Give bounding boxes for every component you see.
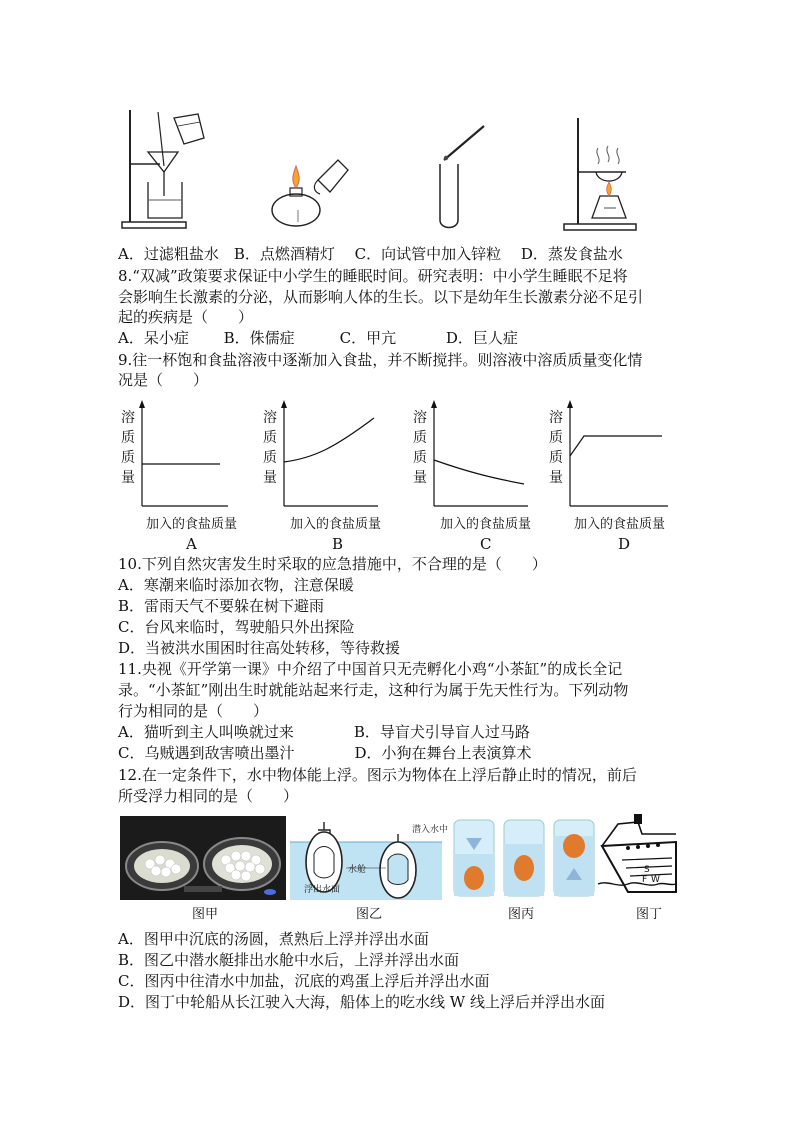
graph-c-xlabel: 加入的食盐质量: [440, 517, 532, 532]
figure-yi-submarine: [290, 814, 449, 900]
graph-a-ylabel: 溶 质 质 量: [121, 410, 135, 486]
graph-b-axes: [278, 400, 382, 510]
graph-d-letter: D: [618, 535, 631, 553]
graph-d-axes: [564, 400, 672, 510]
graph-c-letter: C: [480, 535, 492, 553]
q10-option-b: B．雷雨天气不要躲在树下避雨: [118, 597, 325, 615]
q8-stem-3: 起的疾病是（ ）: [118, 308, 254, 326]
q10-option-a: A．寒潮来临时添加衣物，注意保暖: [118, 576, 354, 594]
q12-stem-2: 所受浮力相同的是（ ）: [118, 787, 299, 805]
q12-stem-1: 12.在一定条件下，水中物体能上浮。图示为物体在上浮后静止时的情况，前后: [118, 766, 637, 784]
figure-ding-ship: [598, 812, 676, 900]
figure-jia-dumpling-pots: [120, 816, 286, 900]
q10-option-c: C．台风来临时，驾驶船只外出探险: [118, 618, 355, 636]
caption-jia: 图甲: [192, 907, 219, 922]
filtration-apparatus-figure: [118, 108, 208, 232]
graph-a-axes: [136, 400, 232, 510]
graph-b-ylabel: 溶 质 质 量: [263, 410, 277, 486]
caption-ding: 图丁: [636, 907, 663, 922]
ship-label-s: S: [644, 865, 650, 875]
q10-option-d: D．当被洪水围困时往高处转移，等待救援: [118, 639, 401, 657]
q11-stem-1: 11.央视《开学第一课》中介绍了中国首只无壳孵化小鸡“小茶缸”的成长全记: [118, 660, 623, 678]
q11-options-ab: A．猫听到主人叫唤就过来 B．导盲犬引导盲人过马路: [118, 723, 530, 741]
q12-option-a: A．图甲中沉底的汤圆，煮熟后上浮并浮出水面: [118, 930, 429, 948]
q8-options: A．呆小症 B．侏儒症 C．甲亢 D．巨人症: [118, 329, 518, 347]
q9-stem-1: 9.往一杯饱和食盐溶液中逐渐加入食盐，并不断搅拌。则溶液中溶质质量变化情: [118, 351, 643, 369]
q11-stem-2: 录。“小茶缸”刚出生时就能站起来行走，这种行为属于先天性行为。下列动物: [118, 681, 629, 699]
test-tube-figure: [434, 124, 490, 232]
q9-stem-2: 况是（ ）: [118, 371, 209, 389]
q10-stem: 10.下列自然灾害发生时采取的应急措施中，不合理的是（ ）: [118, 555, 547, 573]
graph-c-axes: [428, 400, 532, 510]
submarine-label-cabin: 水舱: [348, 865, 367, 875]
evaporation-apparatus-figure: [560, 114, 642, 232]
graph-a-xlabel: 加入的食盐质量: [146, 517, 238, 532]
caption-bing: 图丙: [508, 907, 535, 922]
caption-yi: 图乙: [356, 907, 383, 922]
graph-b-xlabel: 加入的食盐质量: [290, 517, 382, 532]
q12-option-d: D．图丁中轮船从长江驶入大海，船体上的吃水线 W 线上浮后并浮出水面: [118, 993, 605, 1011]
graph-d-ylabel: 溶 质 质 量: [549, 410, 563, 486]
graph-a-letter: A: [186, 535, 197, 553]
graph-d-xlabel: 加入的食盐质量: [574, 517, 666, 532]
figure-bing-eggs: [452, 814, 600, 900]
q11-stem-3: 行为相同的是（ ）: [118, 702, 269, 720]
q8-stem-1: 8.“双减”政策要求保证中小学生的睡眠时间。研究表明：中小学生睡眠不足将: [118, 267, 628, 285]
ship-label-f: F: [642, 875, 648, 885]
ship-label-w: W: [651, 875, 660, 885]
submarine-label-submerge: 潜入水中: [412, 825, 449, 835]
q12-option-c: C．图丙中往清水中加盐，沉底的鸡蛋上浮后并浮出水面: [118, 972, 490, 990]
submarine-label-surface: 浮出水面: [304, 885, 341, 895]
q8-stem-2: 会影响生长激素的分泌，从而影响人体的生长。以下是幼年生长激素分泌不足引: [118, 288, 644, 306]
graph-b-letter: B: [332, 535, 344, 553]
graph-b-curve: [284, 418, 374, 462]
graph-d-curve: [570, 436, 662, 456]
q7-options: A．过滤粗盐水 B．点燃酒精灯 C．向试管中加入锌粒 D．蒸发食盐水: [118, 245, 623, 263]
alcohol-lamp-figure: [268, 148, 354, 232]
q12-option-b: B．图乙中潜水艇排出水舱中水后，上浮并浮出水面: [118, 951, 460, 969]
q11-options-cd: C．乌贼遇到敌害喷出墨汁 D．小狗在舞台上表演算术: [118, 744, 532, 762]
graph-c-ylabel: 溶 质 质 量: [413, 410, 427, 486]
graph-c-curve: [434, 460, 524, 484]
